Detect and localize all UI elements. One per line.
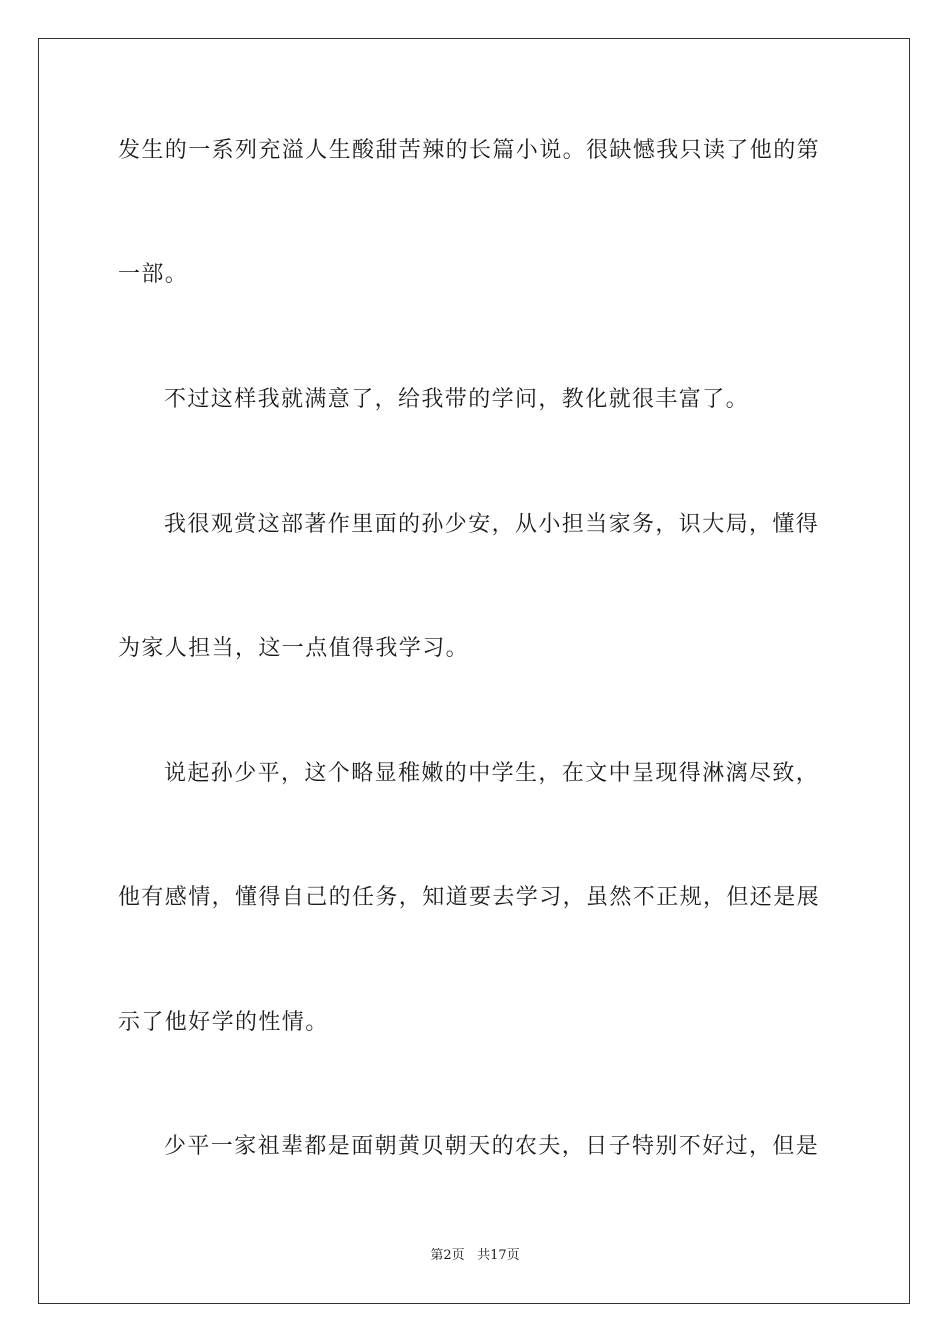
paragraph-text-line: 我很观赏这部著作里面的孙少安，从小担当家务，识大局，懂得: [164, 512, 820, 537]
body-text-line: 发生的一系列充溢人生酸甜苦辣的长篇小说。很缺憾我只读了他的第: [118, 138, 821, 163]
paragraph-text-line: 说起孙少平，这个略显稚嫩的中学生，在文中呈现得淋漓尽致，: [164, 761, 820, 786]
body-text-line: 示了他好学的性情。: [118, 1010, 329, 1035]
page-number: 第2页: [430, 1248, 465, 1263]
body-text-line: 他有感情，懂得自己的任务，知道要去学习，虽然不正规，但还是展: [118, 885, 821, 910]
body-text-line: 一部。: [118, 262, 189, 287]
body-text-line: 为家人担当，这一点值得我学习。: [118, 636, 470, 661]
page-footer: [0, 1247, 950, 1265]
paragraph-text-line: 不过这样我就满意了，给我带的学问，教化就很丰富了。: [164, 387, 750, 412]
page-total: 共17页: [477, 1248, 520, 1263]
page-border: [38, 38, 910, 1304]
paragraph-text-line: 少平一家祖辈都是面朝黄贝朝天的农夫，日子特别不好过，但是: [164, 1134, 820, 1159]
